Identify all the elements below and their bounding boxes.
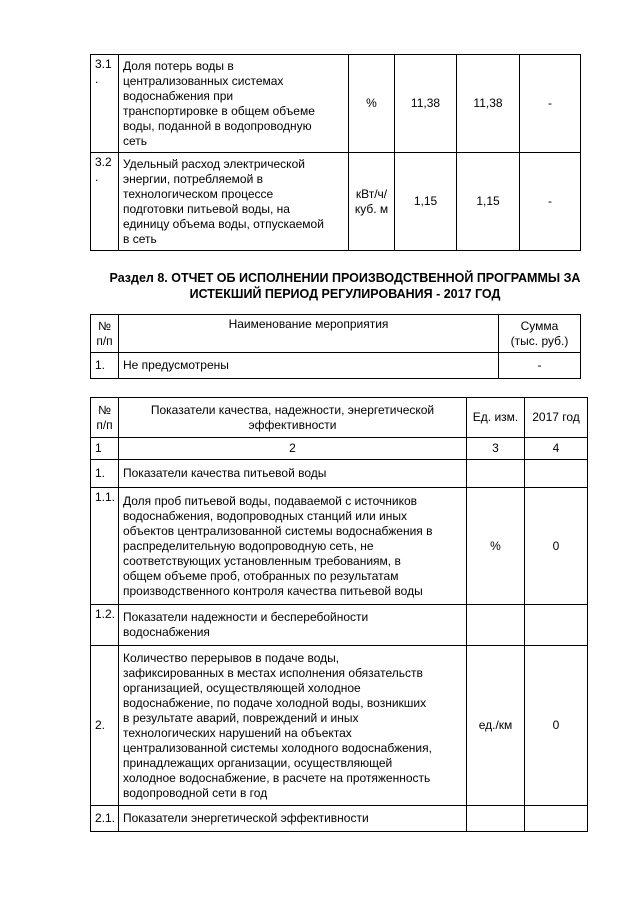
table-header-row: [91, 398, 588, 438]
unit-cell: %: [467, 488, 525, 605]
indicator-name: Удельный расход электрической энергии, потребляемой в технологическом процессе подготовки питьевой воды, на единицу объема воды, отпускаемой в сеть: [119, 153, 349, 251]
unit-cell: [467, 605, 525, 646]
value-cell: [525, 460, 588, 488]
sum-header: Сумма (тыс. руб.): [499, 315, 581, 353]
unit-cell: [467, 460, 525, 488]
table-row: [91, 646, 588, 806]
table-row: [91, 353, 581, 379]
value-cell: [525, 605, 588, 646]
value-cell: 0: [525, 646, 588, 806]
unit-cell: ед./км: [467, 646, 525, 806]
unit-header: Ед. изм.: [467, 398, 525, 438]
number-header: № п/п: [91, 315, 119, 353]
measure-name-header: Наименование мероприятия: [119, 315, 499, 353]
indicator-name: Количество перерывов в подаче воды, зафиксированных в местах исполнения обязательств организацией, осуществляющей холодное водоснабжение, по подаче холодной воды, возникших в результате аварий, повреждений и иных технологических нарушений на объектах централизованной системы холодного водоснабжения, принадлежащих организации, осуществляющей холодное водоснабжение, в расчете на протяженность водопроводной сети в год: [119, 646, 467, 806]
indicator-name: Показатели надежности и бесперебойности водоснабжения: [119, 605, 467, 646]
indicator-name: Доля потерь воды в централизованных системах водоснабжения при транспортировке в общем объеме воды, поданной в водопроводную сеть: [119, 55, 349, 153]
index-row: [91, 438, 588, 460]
value-cell: 11,38: [395, 55, 457, 153]
index-cell: 4: [525, 438, 588, 460]
row-number: 1.: [91, 460, 119, 488]
measure-name: Не предусмотрены: [119, 353, 499, 379]
index-cell: 1: [91, 438, 119, 460]
row-number: 2.1.: [91, 806, 119, 832]
year-header: 2017 год: [525, 398, 588, 438]
row-number: 1.2.: [91, 605, 119, 646]
value-cell: 1,15: [457, 153, 520, 251]
index-cell: 2: [119, 438, 467, 460]
table-row: [91, 55, 581, 153]
value-cell: 1,15: [395, 153, 457, 251]
number-header: № п/п: [91, 398, 119, 438]
row-number: 2.: [91, 646, 119, 806]
value-cell: [525, 806, 588, 832]
measures-table: [90, 314, 581, 379]
row-number: 1.1.: [91, 488, 119, 605]
indicator-name: Доля проб питьевой воды, подаваемой с источников водоснабжения, водопроводных станций или иных объектов централизованной системы водоснабжения в распределительную водопроводную сеть, не соответствующих установленным требованиям, в общем объеме проб, отобранных по результатам производственного контроля качества питьевой воды: [119, 488, 467, 605]
value-cell: 0: [525, 488, 588, 605]
indicator-header: Показатели качества, надежности, энергетической эффективности: [119, 398, 467, 438]
indicator-name: Показатели качества питьевой воды: [119, 460, 467, 488]
index-cell: 3: [467, 438, 525, 460]
value-cell: -: [520, 153, 581, 251]
table-row: [91, 460, 588, 488]
value-cell: -: [520, 55, 581, 153]
value-cell: 11,38: [457, 55, 520, 153]
indicators-continuation-table: [90, 54, 581, 251]
row-number: 1.: [91, 353, 119, 379]
quality-indicators-table: [90, 397, 588, 832]
indicator-name: Показатели энергетической эффективности: [119, 806, 467, 832]
table-row: [91, 806, 588, 832]
table-row: [91, 605, 588, 646]
table-row: [91, 153, 581, 251]
row-number: 3.2 .: [91, 153, 119, 251]
unit-cell: [467, 806, 525, 832]
table-header-row: [91, 315, 581, 353]
sum-cell: -: [499, 353, 581, 379]
section-title: Раздел 8. ОТЧЕТ ОБ ИСПОЛНЕНИИ ПРОИЗВОДСТВЕННОЙ ПРОГРАММЫ ЗА ИСТЕКШИЙ ПЕРИОД РЕГУЛИРОВАНИЯ - 2017 ГОД: [109, 271, 581, 301]
unit-cell: %: [349, 55, 395, 153]
row-number: 3.1 .: [91, 55, 119, 153]
table-row: [91, 488, 588, 605]
unit-cell: кВт/ч/ куб. м: [349, 153, 395, 251]
